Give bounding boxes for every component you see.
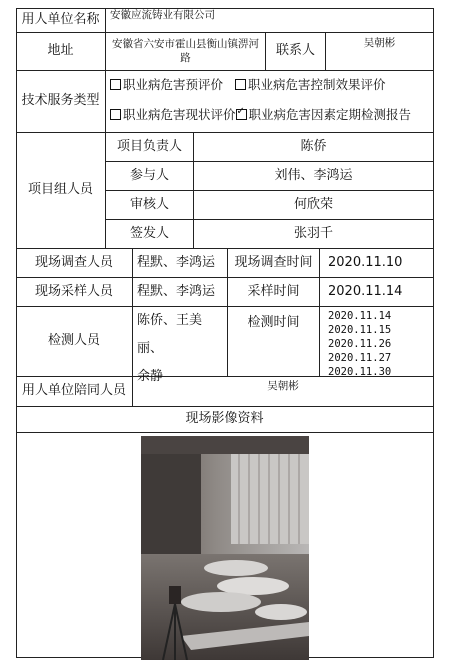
option-status-assessment[interactable]: 职业病危害现状评价	[110, 107, 236, 122]
testing-dates	[320, 307, 434, 377]
testing-staff-label: 检测人员	[16, 307, 133, 377]
testing-staff-line-2: 余静	[137, 369, 164, 384]
checkbox-icon	[235, 79, 246, 90]
service-type-label: 技术服务类型	[16, 71, 106, 133]
participants-label: 参与人	[106, 162, 194, 191]
site-survey-time-value: 2020.11.10	[320, 249, 434, 278]
reviewer-value: 何欣荣	[194, 191, 434, 220]
address-label: 地址	[16, 33, 106, 71]
testing-date: 2020.11.14	[328, 310, 392, 322]
team-label: 项目组人员	[16, 133, 106, 249]
site-images-label: 现场影像资料	[16, 407, 434, 433]
testing-staff-value	[133, 307, 228, 384]
option-pre-assessment[interactable]: 职业病危害预评价	[110, 77, 223, 92]
site-sampling-staff-label: 现场采样人员	[16, 278, 133, 307]
site-photo	[141, 436, 309, 660]
site-sampling-staff-value: 程默、李鸿运	[133, 278, 228, 307]
checkbox-icon	[110, 109, 121, 120]
contact-value: 吴朝彬	[326, 33, 434, 71]
testing-time-label: 检测时间	[228, 307, 320, 377]
sampling-time-label: 采样时间	[228, 278, 320, 307]
site-survey-time-label: 现场调查时间	[228, 249, 320, 278]
sampling-time-value: 2020.11.14	[320, 278, 434, 307]
reviewer-label: 审核人	[106, 191, 194, 220]
record-form	[16, 8, 434, 658]
participants-value: 刘伟、李鸿运	[194, 162, 434, 191]
project-lead-label: 项目负责人	[106, 133, 194, 162]
address-value: 安徽省六安市霍山县衡山镇淠河路	[106, 33, 266, 71]
option-control-effect[interactable]: 职业病危害控制效果评价	[235, 77, 386, 92]
testing-date: 2020.11.27	[328, 352, 392, 364]
testing-date: 2020.11.30	[328, 366, 392, 378]
site-survey-staff-value: 程默、李鸿运	[133, 249, 228, 278]
testing-date: 2020.11.15	[328, 324, 392, 336]
checkbox-icon	[110, 79, 121, 90]
project-lead-value: 陈侨	[194, 133, 434, 162]
option-periodic-testing[interactable]: ✓ 职业病危害因素定期检测报告	[236, 107, 412, 122]
escort-value: 吴朝彬	[133, 377, 434, 407]
checkbox-checked-icon	[236, 109, 247, 120]
employer-name-label: 用人单位名称	[16, 8, 106, 33]
testing-staff-line-1: 陈侨、王美丽、	[137, 313, 203, 356]
escort-label: 用人单位陪同人员	[16, 377, 133, 407]
issuer-label: 签发人	[106, 220, 194, 249]
contact-label: 联系人	[266, 33, 326, 71]
issuer-value: 张羽千	[194, 220, 434, 249]
service-type-options	[106, 71, 434, 133]
site-survey-staff-label: 现场调查人员	[16, 249, 133, 278]
testing-date: 2020.11.26	[328, 338, 392, 350]
employer-name-value: 安徽应流铸业有限公司	[106, 8, 434, 33]
